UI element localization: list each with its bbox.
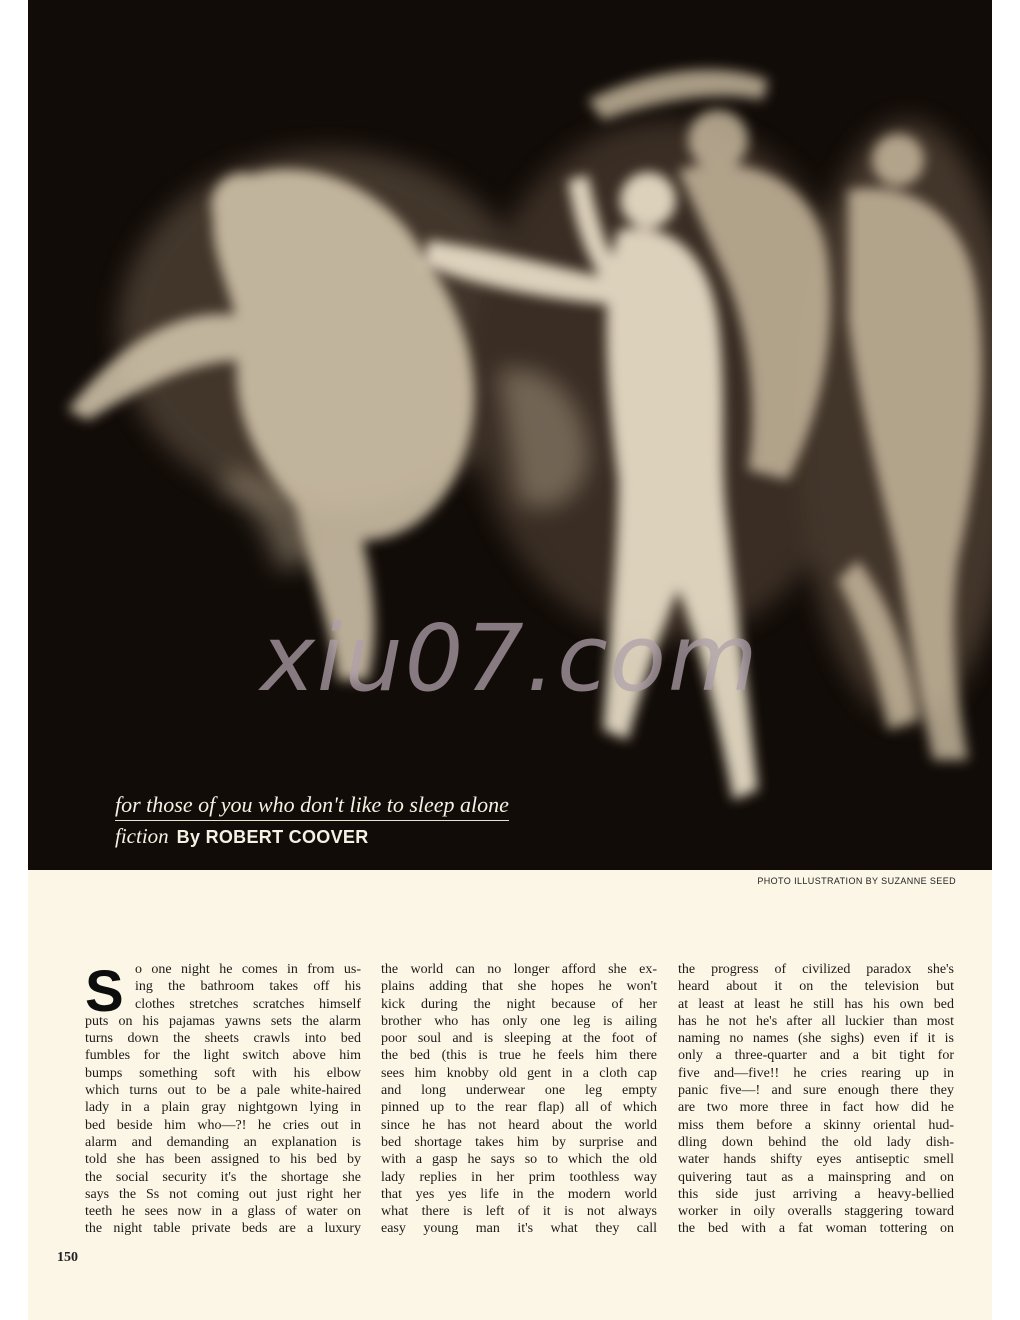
article-line: naming no names (she sighs) even if it is — [678, 1031, 954, 1047]
article-line: with a gasp he says so to which the old — [381, 1152, 657, 1168]
article-line: brother who has only one leg is ailing — [381, 1013, 657, 1029]
article-line: the bed with a fat woman tottering on — [678, 1221, 954, 1237]
article-line: worker in oily overalls staggering toward — [678, 1204, 954, 1220]
article-line: turns down the sheets crawls into bed — [85, 1031, 361, 1047]
article-line: quivering taut as a mainspring and on — [678, 1169, 954, 1185]
article-line: easy young man it's what they call — [381, 1221, 657, 1237]
photo-credit: PHOTO ILLUSTRATION BY SUZANNE SEED — [757, 876, 956, 886]
article-line: the night table private beds are a luxury — [85, 1221, 361, 1237]
article-line: five and—five!! he cries rearing up in — [678, 1065, 954, 1081]
article-line: heard about it on the television but — [678, 979, 954, 995]
article-column-2 — [381, 961, 657, 1238]
article-line: what there is left of it is not always — [381, 1204, 657, 1220]
watermark: xiu07.com — [260, 605, 760, 712]
article-line: lady in a plain gray nightgown lying in — [85, 1100, 361, 1116]
photo-figures — [28, 0, 992, 870]
article-line: has he not he's after all luckier than most — [678, 1013, 954, 1029]
article-line: sees him knobby old gent in a cloth cap — [381, 1065, 657, 1081]
article-line: which turns out to be a pale white-haired — [85, 1083, 361, 1099]
article-line: water hands shifty eyes antiseptic smell — [678, 1152, 954, 1168]
article-line: clothes stretches scratches himself — [135, 996, 361, 1012]
article-line: the bed (this is true he feels him there — [381, 1048, 657, 1064]
article-line: the world can no longer afford she ex- — [381, 962, 657, 977]
article-line: lady replies in her prim toothless way — [381, 1169, 657, 1185]
story-tagline: for those of you who don't like to sleep alone — [115, 792, 509, 821]
article-line: dling down behind the old lady dish- — [678, 1134, 954, 1150]
article-line: fumbles for the light switch above him — [85, 1048, 361, 1064]
article-line: alarm and demanding an explanation is — [85, 1134, 361, 1150]
article-column-3 — [678, 961, 954, 1238]
article-line: o one night he comes in from us- — [135, 962, 361, 977]
article-line: and long underwear one leg empty — [381, 1083, 657, 1099]
drop-cap: S — [85, 959, 124, 1024]
byline-kind: fiction — [115, 824, 169, 848]
photo-illustration — [28, 0, 992, 870]
article-line: the progress of civilized paradox she's — [678, 962, 954, 977]
article-line: pinned up to the rear flap) all of which — [381, 1100, 657, 1116]
article-line: told she has been assigned to his bed by — [85, 1152, 361, 1168]
article-line: that yes yes life in the modern world — [381, 1186, 657, 1202]
article-line: kick during the night because of her — [381, 996, 657, 1012]
article-line: poor soul and is sleeping at the foot of — [381, 1031, 657, 1047]
page-number: 150 — [57, 1250, 78, 1265]
article-line: bumps something soft with his elbow — [85, 1065, 361, 1081]
article-line: since he has not heard about the world — [381, 1117, 657, 1133]
article-line: bed beside him who—?! he cries out in — [85, 1117, 361, 1133]
article-line: this side just arriving a heavy-bellied — [678, 1186, 954, 1202]
article-line: says the Ss not coming out just right her — [85, 1186, 361, 1202]
story-byline — [115, 824, 369, 849]
article-line: bed shortage takes him by surprise and — [381, 1134, 657, 1150]
byline-author: By ROBERT COOVER — [176, 827, 369, 847]
article-line: panic five—! and sure enough there they — [678, 1083, 954, 1099]
article-line: only a three-quarter and a bit tight for — [678, 1048, 954, 1064]
article-line: are two more three in fact how did he — [678, 1100, 954, 1116]
article-column-1 — [85, 961, 361, 1238]
article-line: teeth he sees now in a glass of water on — [85, 1204, 361, 1220]
article-line: ing the bathroom takes off his — [135, 979, 361, 995]
article-line: the social security it's the shortage she — [85, 1169, 361, 1185]
article-line: miss them before a skinny oriental hud- — [678, 1117, 954, 1133]
article-line: puts on his pajamas yawns sets the alarm — [85, 1013, 361, 1029]
article-line: at least at least he still has his own bed — [678, 996, 954, 1012]
article-line: plains adding that she hopes he won't — [381, 979, 657, 995]
